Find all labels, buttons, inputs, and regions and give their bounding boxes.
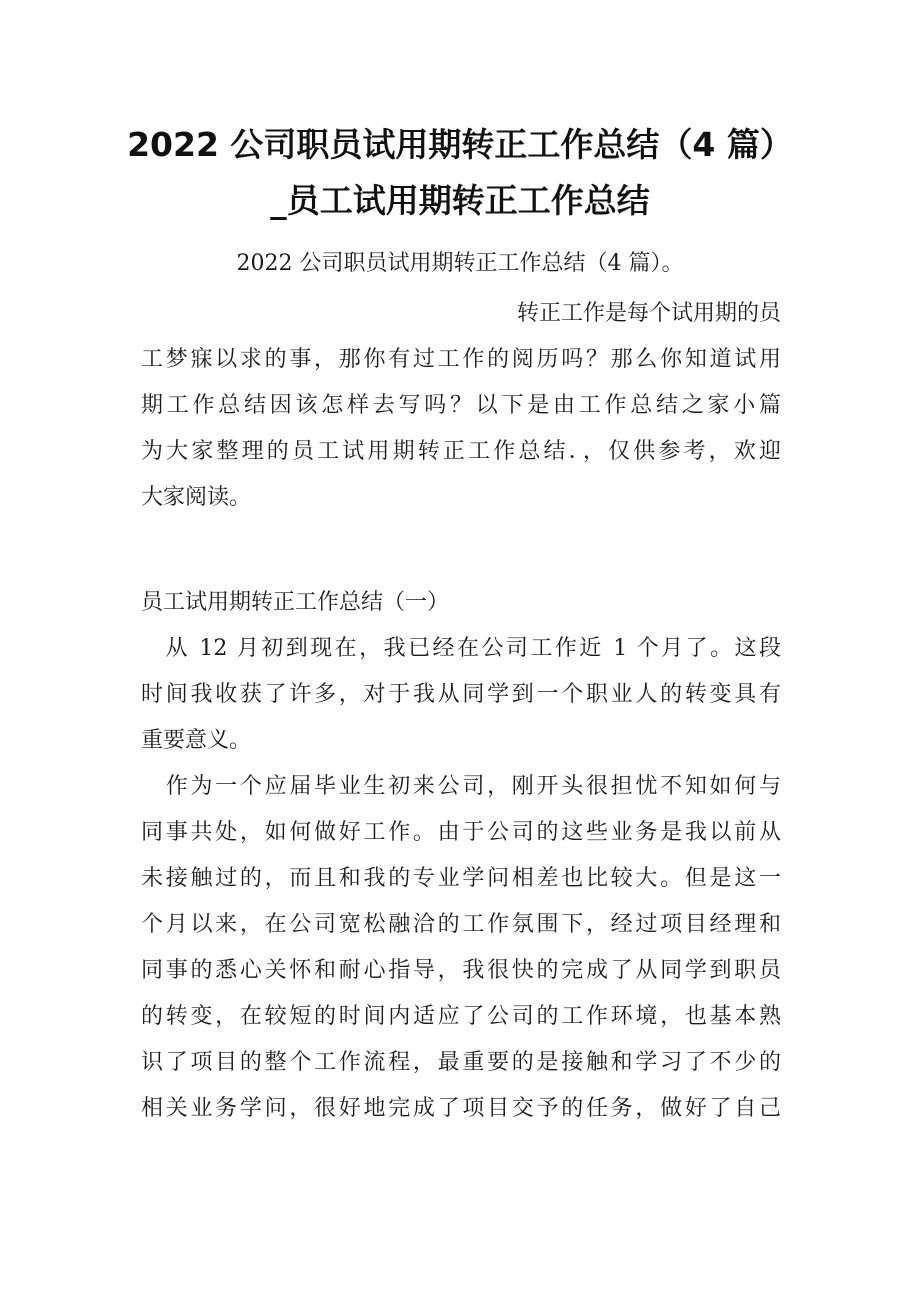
paragraph-line: 重要意义。	[141, 728, 252, 753]
document-subtitle: 2022 公司职员试用期转正工作总结（4 篇）。	[236, 251, 684, 276]
document-title-line-1: 2022 公司职员试用期转正工作总结（4 篇）	[127, 125, 793, 164]
paragraph-line: 作为一个应届毕业生初来公司，刚开头很担忧不知如何与	[141, 774, 781, 799]
intro-line: 转正工作是每个试用期的员	[516, 301, 781, 326]
intro-line: 期工作总结因该怎样去写吗？以下是由工作总结之家小篇	[141, 393, 781, 418]
paragraph-line: 同事共处，如何做好工作。由于公司的这些业务是我以前从	[141, 820, 781, 845]
paragraph-line: 同事的悉心关怀和耐心指导，我很快的完成了从同学到职员	[141, 958, 781, 983]
paragraph-line: 未接触过的，而且和我的专业学问相差也比较大。但是这一	[141, 866, 781, 891]
paragraph-line: 从 12 月初到现在，我已经在公司工作近 1 个月了。这段	[141, 636, 781, 661]
paragraph-line: 个月以来，在公司宽松融洽的工作氛围下，经过项目经理和	[141, 912, 781, 937]
paragraph-line: 的转变，在较短的时间内适应了公司的工作环境，也基本熟	[141, 1004, 781, 1029]
section-heading: 员工试用期转正工作总结（一）	[141, 590, 450, 615]
paragraph-line: 时间我收获了许多，对于我从同学到一个职业人的转变具有	[141, 682, 781, 707]
intro-line: 工梦寐以求的事，那你有过工作的阅历吗？那么你知道试用	[141, 347, 781, 372]
document-title-line-2: _员工试用期转正工作总结	[270, 181, 650, 220]
paragraph-line: 相关业务学问，很好地完成了项目交予的任务，做好了自己	[141, 1096, 781, 1121]
intro-line: 大家阅读。	[141, 485, 252, 510]
intro-line: 为大家整理的员工试用期转正工作总结．，仅供参考，欢迎	[141, 439, 781, 464]
paragraph-line: 识了项目的整个工作流程，最重要的是接触和学习了不少的	[141, 1050, 781, 1075]
